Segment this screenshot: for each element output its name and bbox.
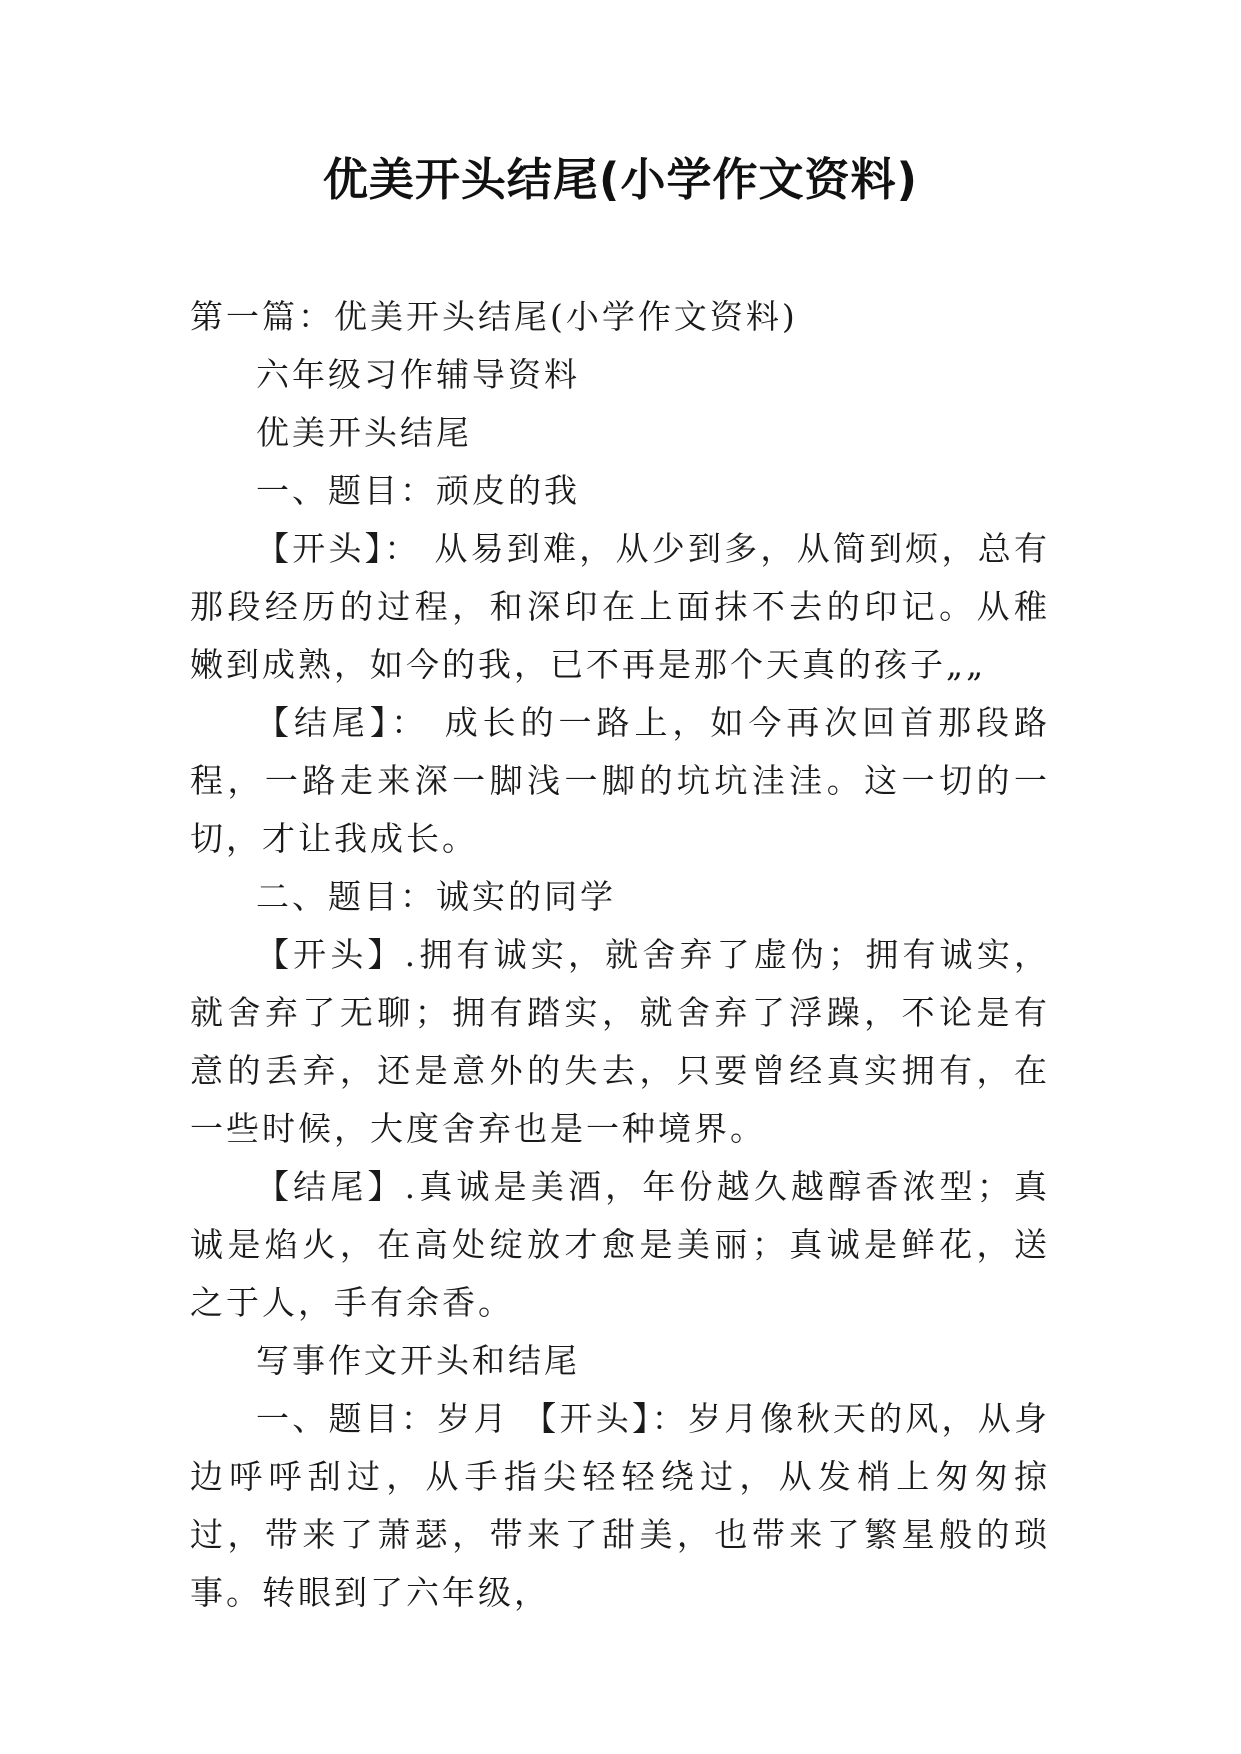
document-title: 优美开头结尾(小学作文资料) bbox=[322, 153, 919, 206]
paragraph: 写事作文开头和结尾 bbox=[256, 1341, 580, 1380]
paragraph: 【结尾】： 成长的一路上，如今再次回首那段路程，一路走来深一脚浅一脚的坑坑洼洼。这一切的一切，才让我成长。 bbox=[190, 703, 1050, 858]
paragraph: 一、题目：顽皮的我 bbox=[256, 471, 580, 510]
paragraph: 【结尾】.真诚是美酒，年份越久越醇香浓型；真诚是焰火，在高处绽放才愈是美丽；真诚是鲜花，送之于人，手有余香。 bbox=[190, 1167, 1050, 1322]
paragraph: 二、题目：诚实的同学 bbox=[256, 877, 616, 916]
paragraph: 六年级习作辅导资料 bbox=[256, 355, 580, 394]
paragraph: 【开头】： 从易到难，从少到多，从简到烦，总有那段经历的过程，和深印在上面抹不去的印记。从稚嫩到成熟，如今的我，已不再是那个天真的孩子„„ bbox=[190, 529, 1050, 684]
document-body bbox=[190, 288, 1050, 1622]
paragraph: 第一篇：优美开头结尾(小学作文资料) bbox=[190, 297, 798, 336]
paragraph: 优美开头结尾 bbox=[256, 413, 472, 452]
paragraph: 【开头】.拥有诚实，就舍弃了虚伪；拥有诚实，就舍弃了无聊；拥有踏实，就舍弃了浮躁，不论是有意的丢弃，还是意外的失去，只要曾经真实拥有，在一些时候，大度舍弃也是一种境界。 bbox=[190, 935, 1050, 1148]
paragraph: 一、题目：岁月 【开头】：岁月像秋天的风，从身边呼呼刮过，从手指尖轻轻绕过，从发梢上匆匆掠过，带来了萧瑟，带来了甜美，也带来了繁星般的琐事。转眼到了六年级， bbox=[190, 1399, 1050, 1612]
